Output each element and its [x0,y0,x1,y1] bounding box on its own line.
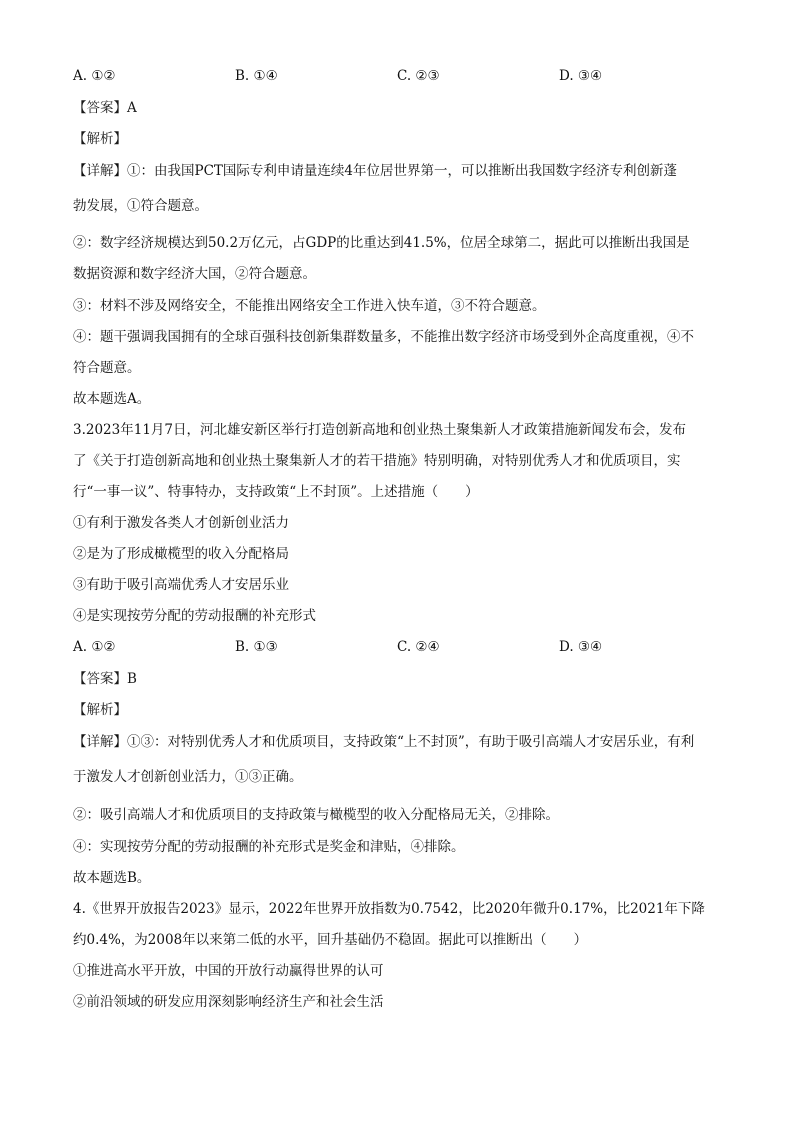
q2-detail-line: 【详解】①：由我国PCT国际专利申请量连续4年位居世界第一，可以推断出我国数字经济专利创新蓬 [73,163,678,179]
q3-answer: 【答案】B [73,671,137,687]
q2-options [73,66,693,86]
q2-option-a: A. ①② [73,68,116,84]
q2-detail-line: 数据资源和数字经济大国，②符合题意。 [73,266,316,282]
q3-option-a: A. ①② [73,639,116,655]
q2-detail-line: 符合题意。 [73,360,141,376]
q3-statement: ②是为了形成橄榄型的收入分配格局 [73,546,289,562]
q3-statement: ④是实现按劳分配的劳动报酬的补充形式 [73,608,316,624]
q2-detail-line: ④：题干强调我国拥有的全球百强科技创新集群数量多，不能推出数字经济市场受到外企高度重视，④不 [73,329,694,345]
q2-analysis-label: 【解析】 [73,131,127,147]
q2-conclusion: 故本题选A。 [73,391,151,407]
q3-detail-line: ②：吸引高端人才和优质项目的支持政策与橄榄型的收入分配格局无关，②排除。 [73,807,559,823]
q3-statement: ①有利于激发各类人才创新创业活力 [73,515,289,531]
q3-stem-line: 行“一事一议”、特事特办，支持政策“上不封顶”。上述措施（ ） [73,484,479,500]
q4-stem-line: 4.《世界开放报告2023》显示，2022年世界开放指数为0.7542，比2020年微升0.17%，比2021年下降 [73,901,705,917]
q3-option-b: B. ①③ [235,639,278,655]
q4-stem-line: 约0.4%，为2008年以来第二低的水平，回升基础仍不稳固。据此可以推断出（ ） [73,932,588,948]
q4-statement: ①推进高水平开放，中国的开放行动赢得世界的认可 [73,963,384,979]
q2-option-d: D. ③④ [559,68,603,84]
q4-statement: ②前沿领域的研发应用深刻影响经济生产和社会生活 [73,994,384,1010]
q2-detail-line: ③：材料不涉及网络安全，不能推出网络安全工作进入快车道，③不符合题意。 [73,298,546,314]
q2-detail-line: ②：数字经济规模达到50.2万亿元，占GDP的比重达到41.5%，位居全球第二，据此可以推断出我国是 [73,235,690,251]
q3-detail-line: 【详解】①③：对特别优秀人才和优质项目，支持政策“上不封顶”，有助于吸引高端人才安居乐业，有利 [73,734,695,750]
q3-option-c: C. ②④ [397,639,440,655]
q3-stem-line: 了《关于打造创新高地和创业热土聚集新人才的若干措施》特别明确，对特别优秀人才和优质项目，实 [73,453,681,469]
q3-analysis-label: 【解析】 [73,702,127,718]
q2-option-c: C. ②③ [397,68,440,84]
q2-option-b: B. ①④ [235,68,278,84]
q3-detail-line: 于激发人才创新创业活力，①③正确。 [73,769,303,785]
q3-option-d: D. ③④ [559,639,603,655]
q2-detail-line: 勃发展，①符合题意。 [73,198,208,214]
q2-answer: 【答案】A [73,100,137,116]
q3-detail-line: ④：实现按劳分配的劳动报酬的补充形式是奖金和津贴，④排除。 [73,839,465,855]
q3-stem-line: 3.2023年11月7日，河北雄安新区举行打造创新高地和创业热土聚集新人才政策措施新闻发布会，发布 [73,422,687,438]
q3-statement: ③有助于吸引高端优秀人才安居乐业 [73,577,289,593]
q3-conclusion: 故本题选B。 [73,870,151,886]
q3-options [73,637,693,657]
